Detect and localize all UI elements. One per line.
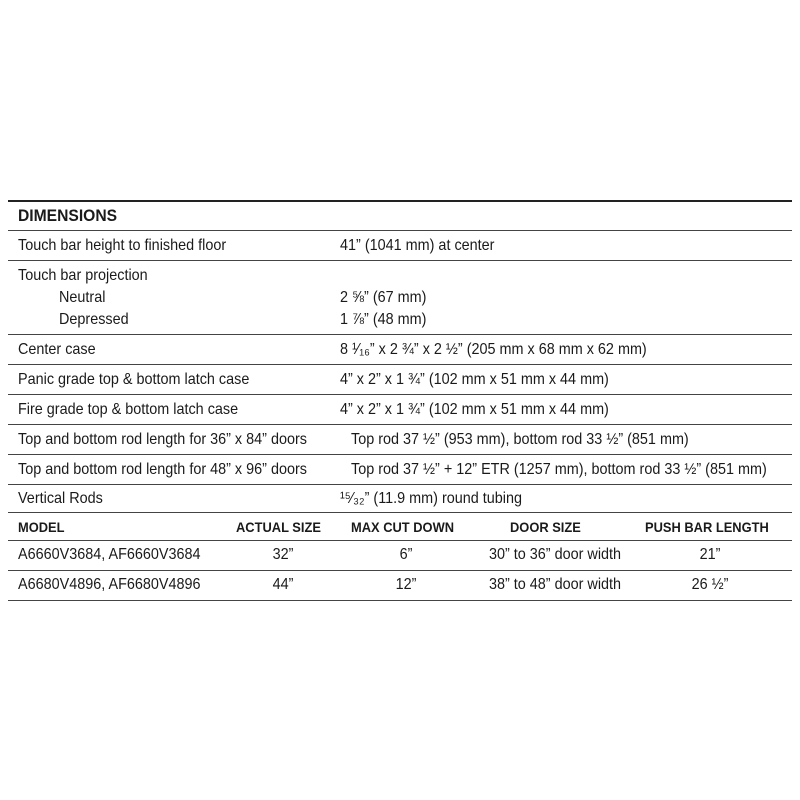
- divider: [8, 334, 792, 335]
- divider: [8, 570, 792, 571]
- table-cell-model: A6680V4896, AF6680V4896: [18, 576, 201, 593]
- divider: [8, 230, 792, 231]
- spec-sublabel: Depressed: [59, 311, 129, 328]
- table-cell-door-size: 30” to 36” door width: [488, 546, 622, 563]
- column-header-push-bar-length: PUSH BAR LENGTH: [645, 519, 769, 535]
- spec-label: Center case: [18, 341, 96, 358]
- divider: [8, 260, 792, 261]
- divider: [8, 484, 792, 485]
- spec-label: Touch bar height to finished floor: [18, 237, 227, 254]
- spec-value: 4” x 2” x 1 ¾” (102 mm x 51 mm x 44 mm): [340, 371, 609, 388]
- table-cell-push-bar-length: 26 ½”: [691, 576, 729, 593]
- column-header-max-cut-down: MAX CUT DOWN: [351, 519, 455, 535]
- column-header-actual-size: ACTUAL SIZE: [236, 519, 321, 535]
- column-header-model: MODEL: [18, 519, 65, 535]
- divider: [8, 540, 792, 541]
- divider: [8, 512, 792, 513]
- bottom-rule: [8, 600, 792, 601]
- spec-label: Top and bottom rod length for 36” x 84” doors: [18, 431, 307, 448]
- top-rule: [8, 200, 792, 202]
- divider: [8, 424, 792, 425]
- spec-value: 41” (1041 mm) at center: [340, 237, 495, 254]
- spec-value: 1 ⅞” (48 mm): [340, 311, 427, 328]
- table-cell-actual-size: 44”: [272, 576, 294, 593]
- spec-value: ¹⁵⁄₃₂” (11.9 mm) round tubing: [340, 490, 523, 507]
- spec-value: 8 ¹⁄₁₆” x 2 ¾” x 2 ½” (205 mm x 68 mm x 62 mm): [340, 341, 647, 358]
- spec-label: Touch bar projection: [18, 267, 148, 284]
- spec-value: Top rod 37 ½” + 12” ETR (1257 mm), bottom rod 33 ½” (851 mm): [351, 461, 767, 478]
- table-cell-door-size: 38” to 48” door width: [488, 576, 622, 593]
- column-header-door-size: DOOR SIZE: [510, 519, 581, 535]
- spec-label: Fire grade top & bottom latch case: [18, 401, 239, 418]
- spec-value: Top rod 37 ½” (953 mm), bottom rod 33 ½” (851 mm): [351, 431, 689, 448]
- spec-label: Panic grade top & bottom latch case: [18, 371, 250, 388]
- spec-value: 4” x 2” x 1 ¾” (102 mm x 51 mm x 44 mm): [340, 401, 609, 418]
- divider: [8, 454, 792, 455]
- table-cell-model: A6660V3684, AF6660V3684: [18, 546, 201, 563]
- spec-label: Vertical Rods: [18, 490, 103, 507]
- section-title: DIMENSIONS: [18, 206, 118, 225]
- spec-sublabel: Neutral: [59, 289, 106, 306]
- table-cell-actual-size: 32”: [272, 546, 294, 563]
- table-cell-push-bar-length: 21”: [699, 546, 721, 563]
- spec-label: Top and bottom rod length for 48” x 96” doors: [18, 461, 307, 478]
- divider: [8, 394, 792, 395]
- table-cell-max-cut-down: 6”: [399, 546, 413, 563]
- table-cell-max-cut-down: 12”: [395, 576, 417, 593]
- spec-value: 2 ⅝” (67 mm): [340, 289, 427, 306]
- divider: [8, 364, 792, 365]
